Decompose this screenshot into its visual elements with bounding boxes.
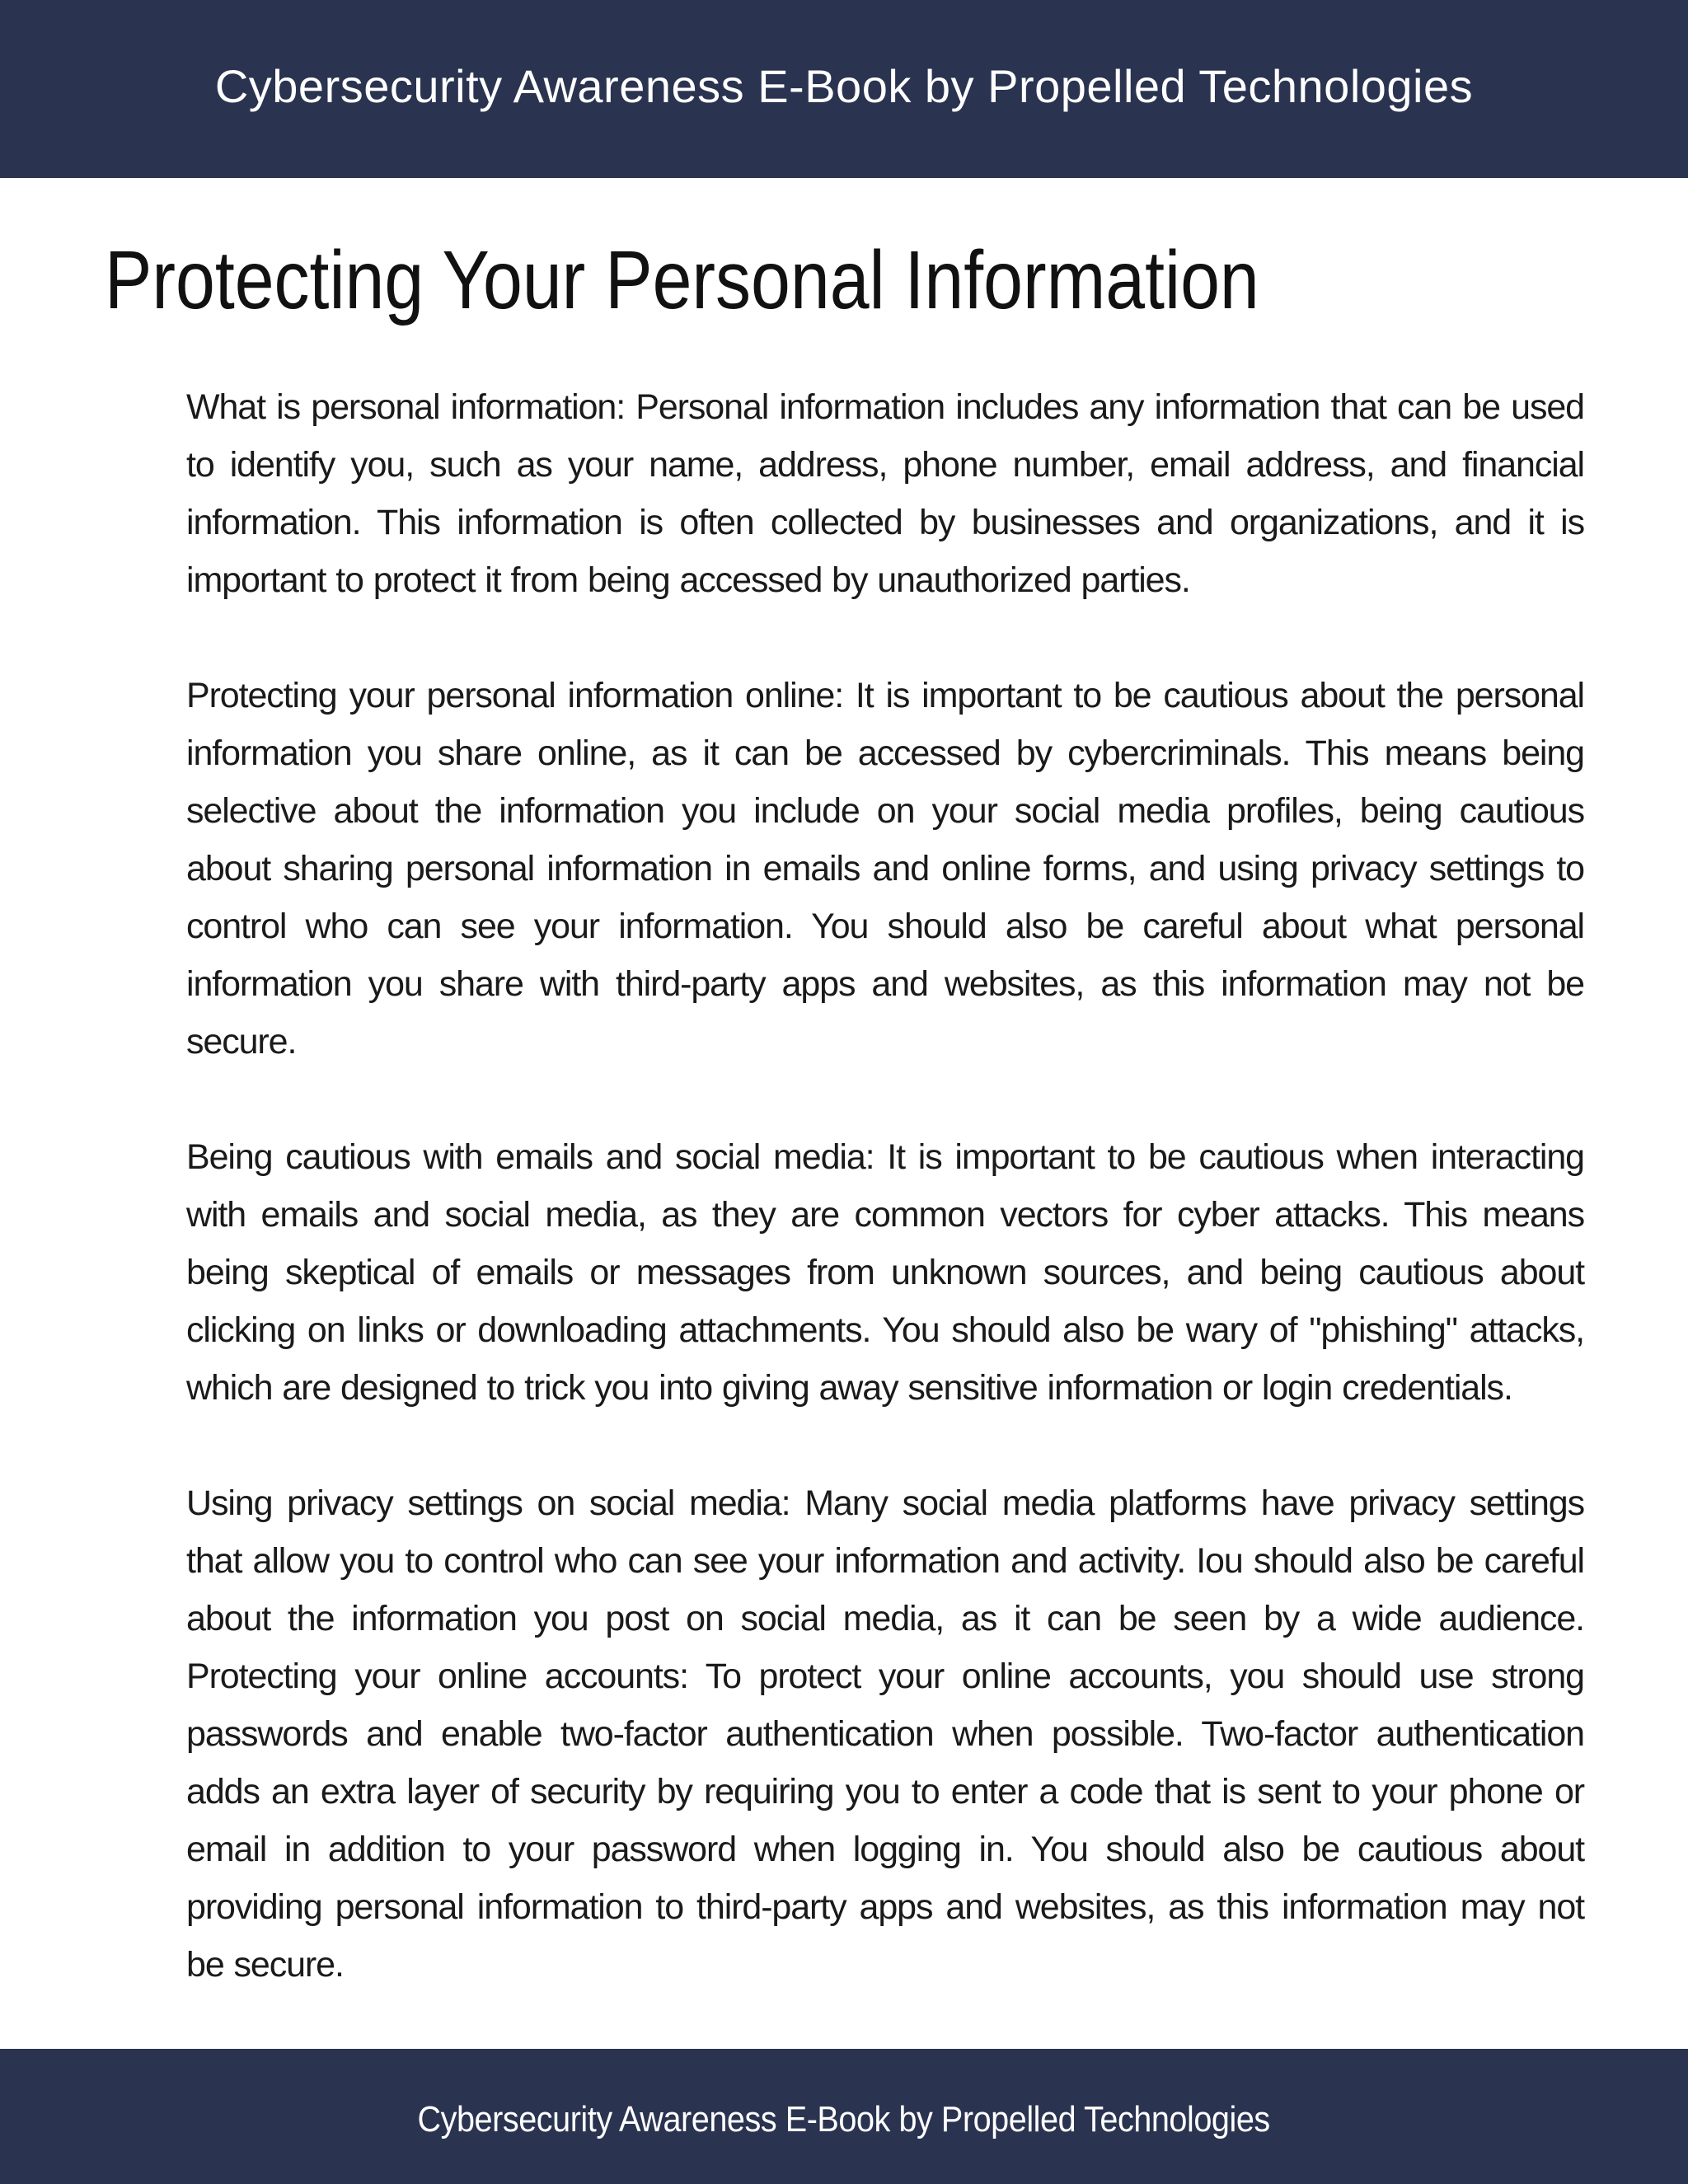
footer-title: Cybersecurity Awareness E-Book by Propelled Technologies <box>417 2099 1271 2139</box>
paragraph-privacy-settings: Using privacy settings on social media: Many social media platforms have privacy settings that allow you to control who can see your information and activity. Iou should also be careful about the information you post on social media, as it can be seen by a wide audience. Protecting your online accounts: To protect your online accounts, you should use strong passwords and enable two-factor authentication when possible. Two-factor authentication adds an extra layer of security by requiring you to enter a code that is sent to your phone or email in addition to your password when logging in. You should also be cautious about providing personal information to third-party apps and websites, as this information may not be secure. <box>186 1483 1584 1985</box>
paragraph-personal-information: What is personal information: Personal information includes any information that can be used to identify you, such as your name, address, phone number, email address, and financial information. This information is often collected by businesses and organizations, and it is important to protect it from being accessed by unauthorized parties. <box>186 387 1584 600</box>
page-header <box>0 0 1688 178</box>
paragraph-protecting-online: Protecting your personal information online: It is important to be cautious about the personal information you share online, as it can be accessed by cybercriminals. This means being selective about the information you include on your social media profiles, being cautious about sharing personal information in emails and online forms, and using privacy settings to control who can see your information. You should also be careful about what personal information you share with third-party apps and websites, as this information may not be secure. <box>186 676 1584 1062</box>
paragraph-emails-social-media: Being cautious with emails and social media: It is important to be cautious when interacting with emails and social media, as they are common vectors for cyber attacks. This means being skeptical of emails or messages from unknown sources, and being cautious about clicking on links or downloading attachments. You should also be wary of "phishing" attacks, which are designed to trick you into giving away sensitive information or login credentials. <box>186 1137 1584 1408</box>
page-footer <box>0 2049 1688 2184</box>
page-title: Protecting Your Personal Information <box>105 234 1259 326</box>
body-text <box>186 378 1584 2051</box>
header-title: Cybersecurity Awareness E-Book by Propelled Technologies <box>214 59 1474 112</box>
